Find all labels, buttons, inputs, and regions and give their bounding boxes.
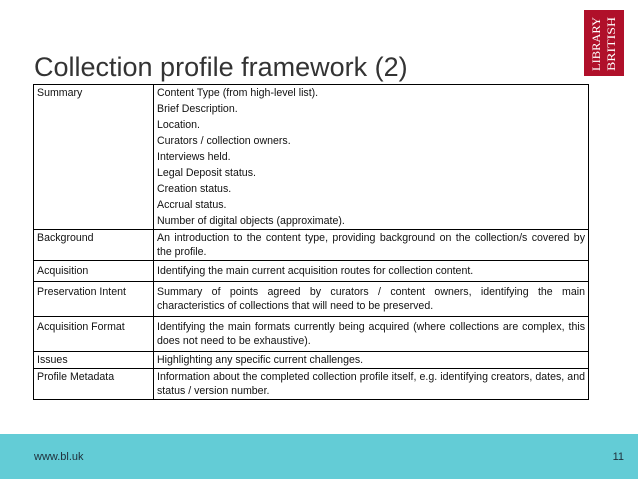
row-text-issues: Highlighting any specific current challenges. <box>154 352 589 369</box>
row-label-summary: Summary <box>34 85 154 230</box>
framework-table <box>33 84 589 400</box>
summary-item: Content Type (from high-level list). <box>154 85 589 102</box>
summary-item: Legal Deposit status. <box>154 165 589 181</box>
footer-bar <box>0 434 638 479</box>
summary-item: Accrual status. <box>154 197 589 213</box>
slide-title: Collection profile framework (2) <box>34 52 408 82</box>
row-text-acquisition-format: Identifying the main formats currently being acquired (where collections are complex, this does not need to be exhaustive). <box>154 317 589 352</box>
table-row <box>34 369 589 400</box>
row-text-preservation-intent: Summary of points agreed by curators / content owners, identifying the main characteristics of collections that will need to be preserved. <box>154 282 589 317</box>
row-text-acquisition: Identifying the main current acquisition routes for collection content. <box>154 261 589 282</box>
table-row <box>34 282 589 317</box>
page-number: 11 <box>612 451 624 463</box>
summary-item: Brief Description. <box>154 101 589 117</box>
table-row <box>34 317 589 352</box>
table-row <box>34 261 589 282</box>
british-library-logo <box>584 10 624 76</box>
row-text-background: An introduction to the content type, providing background on the collection/s covered by the profile. <box>154 230 589 261</box>
row-label-background: Background <box>34 230 154 261</box>
row-label-preservation-intent: Preservation Intent <box>34 282 154 317</box>
row-text-profile-metadata: Information about the completed collection profile itself, e.g. identifying creators, dates, and status / version number. <box>154 369 589 400</box>
row-label-acquisition: Acquisition <box>34 261 154 282</box>
row-label-profile-metadata: Profile Metadata <box>34 369 154 400</box>
table-row <box>34 352 589 369</box>
summary-item: Number of digital objects (approximate). <box>154 213 589 230</box>
table-row <box>34 85 589 102</box>
row-label-acquisition-format: Acquisition Format <box>34 317 154 352</box>
summary-item: Interviews held. <box>154 149 589 165</box>
summary-item: Creation status. <box>154 181 589 197</box>
table-row <box>34 230 589 261</box>
summary-item: Location. <box>154 117 589 133</box>
logo-text-library: LIBRARY <box>591 21 603 71</box>
summary-item: Curators / collection owners. <box>154 133 589 149</box>
row-label-issues: Issues <box>34 352 154 369</box>
footer-url: www.bl.uk <box>34 451 84 463</box>
logo-text-british: BRITISH <box>606 26 618 71</box>
